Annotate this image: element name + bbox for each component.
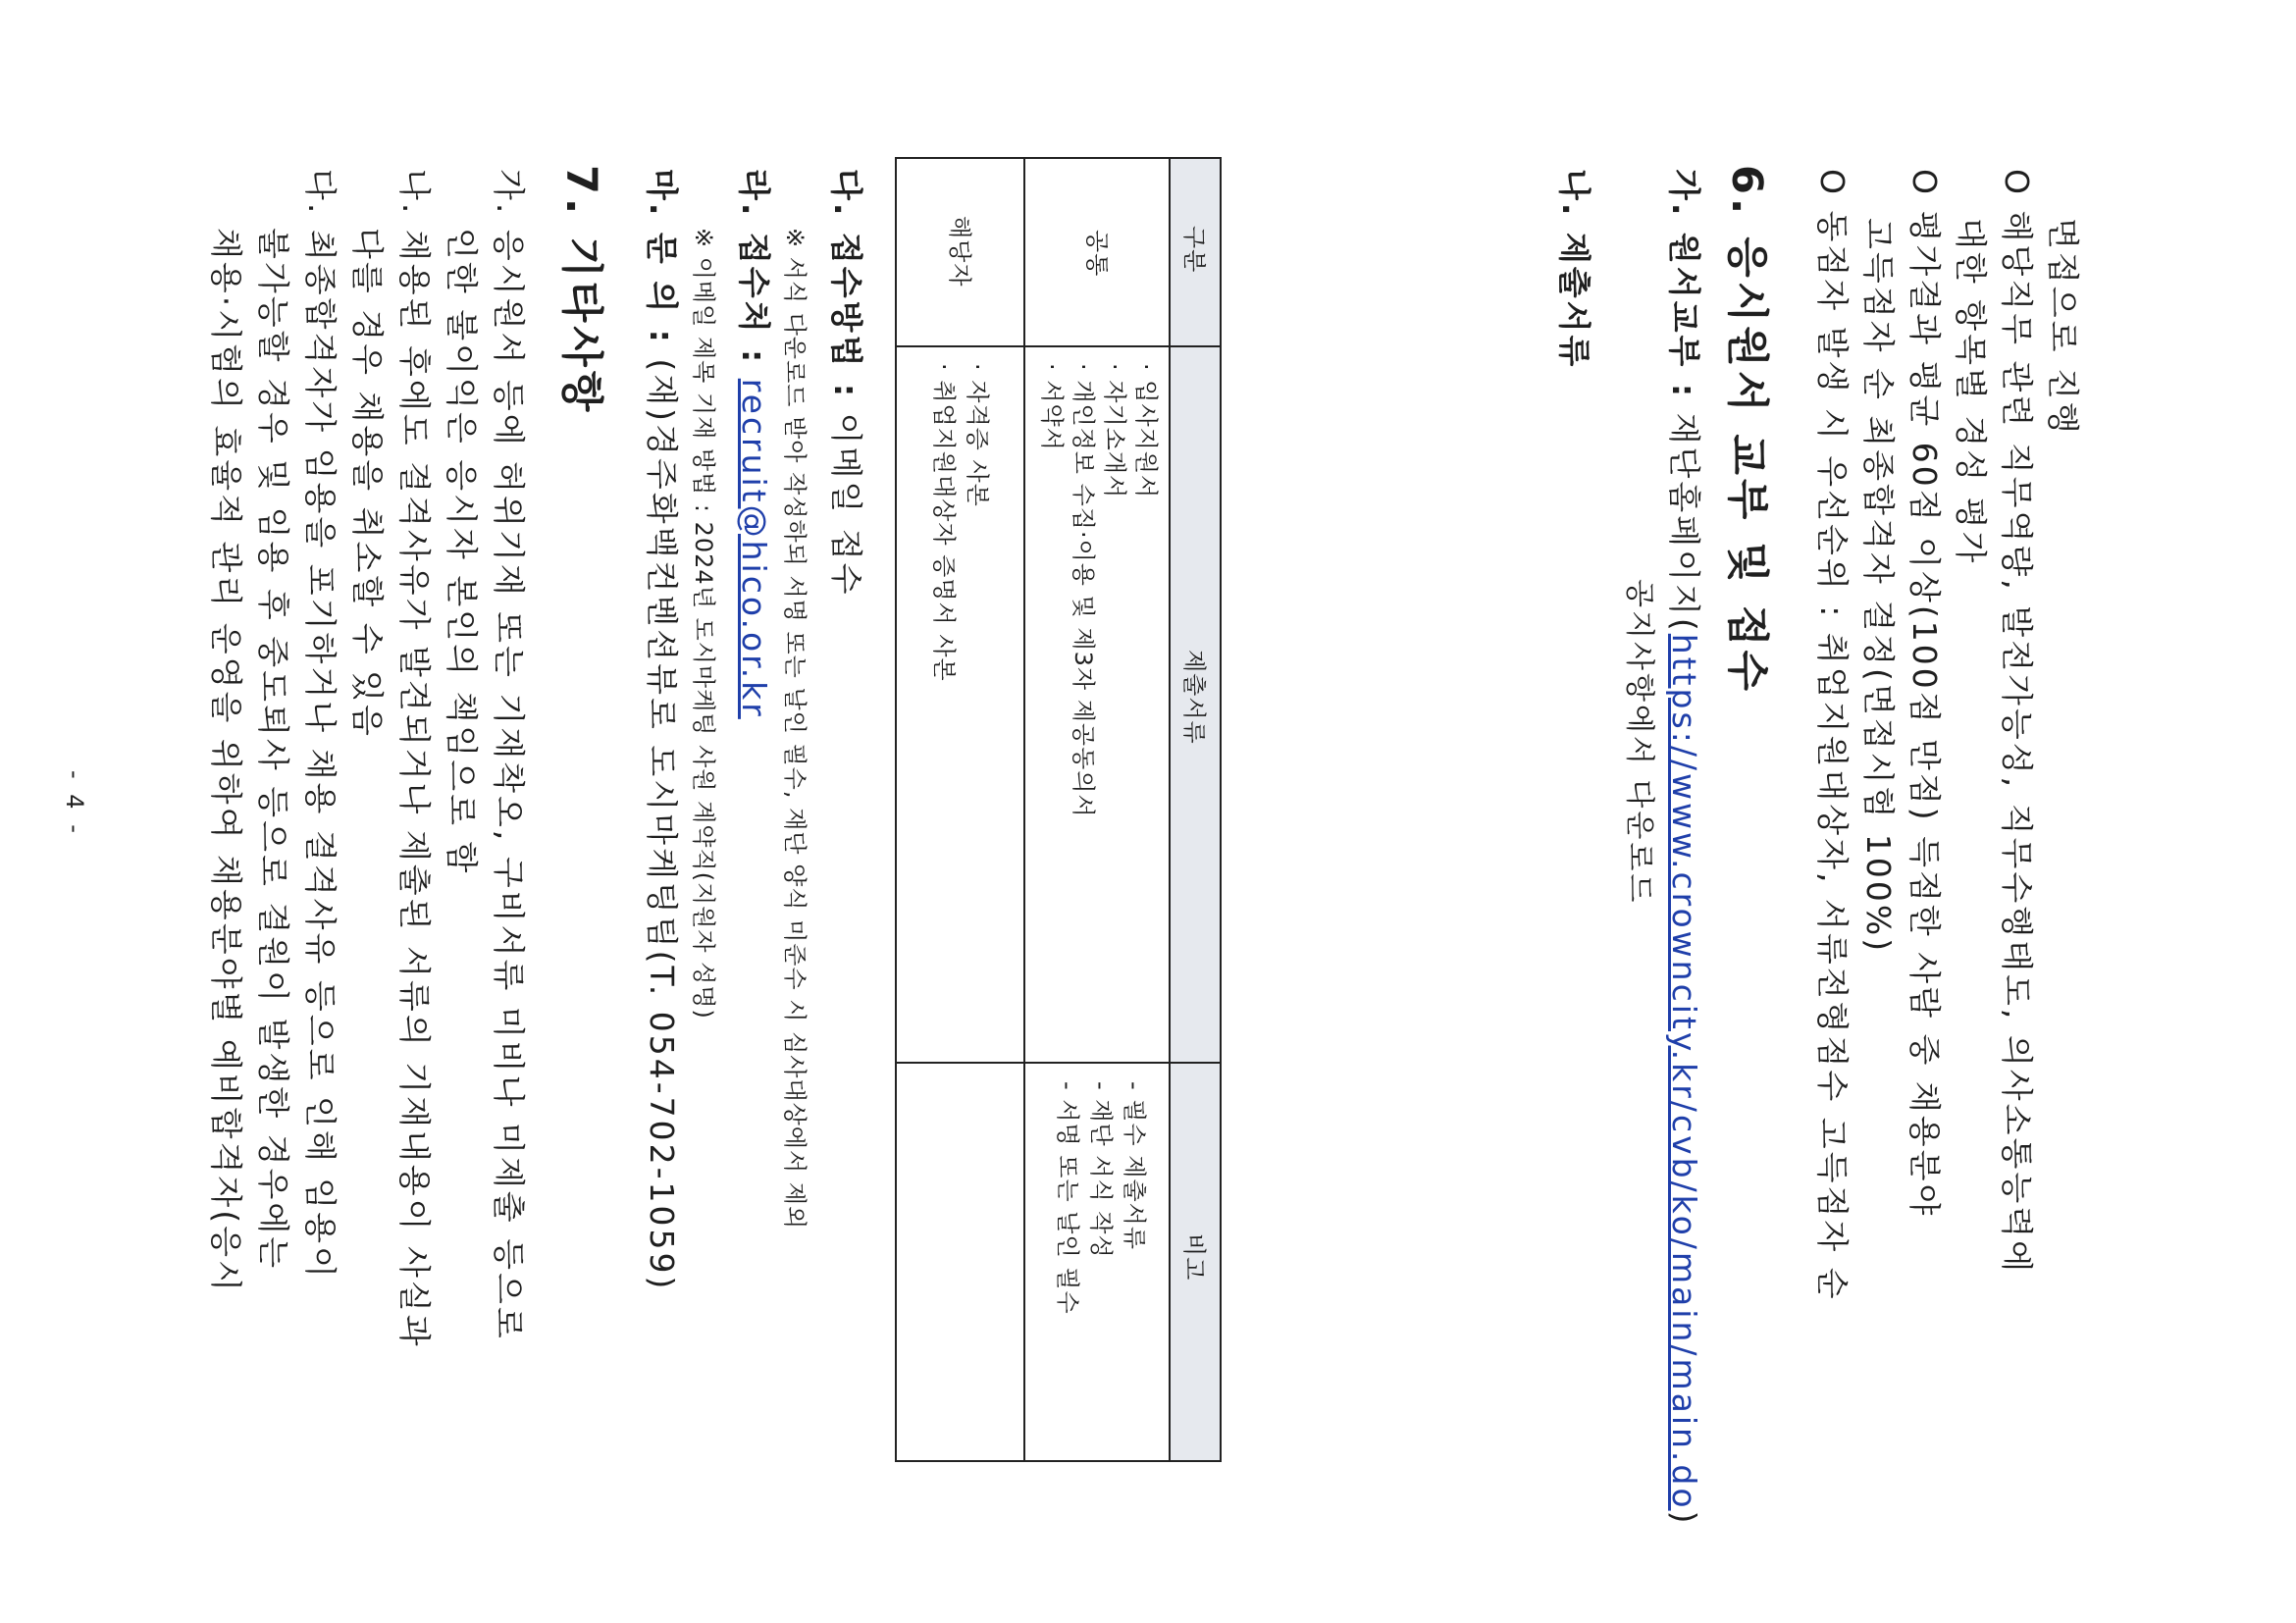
submission-method-line <box>826 169 865 598</box>
submission-method-label: 다. 접수방법 : <box>827 169 865 400</box>
header-documents: 제출서류 <box>1180 650 1208 745</box>
doc-item: · 자기소개서 <box>1101 363 1128 499</box>
remark-item: - 재단 서식 작성 <box>1087 1081 1115 1259</box>
row-category: 공통 <box>1083 230 1111 278</box>
inquiry-value: (재)경주화백컨벤션뷰로 도시마케팅팀(T. 054-702-1059) <box>643 358 681 1292</box>
page-number: - 4 - <box>61 770 88 837</box>
doc-item: · 취업지원대상자 증명서 사본 <box>930 363 958 682</box>
misc-item: 다를 경우 채용을 취소할 수 있음 <box>348 228 387 739</box>
misc-item: 불가능할 경우 및 임용 후 중도퇴사 등으로 결원이 발생한 경우에는 <box>254 228 292 1272</box>
doc-item: · 자격증 사본 <box>964 363 991 507</box>
bullet-line: O 해당직무 관련 직무역량, 발전가능성, 직무수행태도, 의사소통능력에 <box>1998 169 2036 1275</box>
misc-item: 가. 응시원서 등에 허위기재 또는 기재착오, 구비서류 미비나 미제출 등으로 <box>490 169 528 1341</box>
divider <box>897 345 1220 347</box>
inquiry-line <box>642 169 681 1291</box>
doc-item: · 서약서 <box>1038 363 1066 451</box>
misc-item: 나. 채용된 후에도 결격사유가 발견되거나 제출된 서류의 기재내용이 사실과 <box>395 169 434 1349</box>
inquiry-label: 마. 문 의 : <box>643 169 681 345</box>
divider <box>1169 159 1171 1460</box>
application-distribution-label: 가. 원서교부 : <box>1665 169 1703 400</box>
email-subject-note: ※ 이메일 제목 기재 방법 : 2024년 도시마케팅 사원 계약직(지원자 성명) <box>690 228 717 1020</box>
row-category: 해당자 <box>946 216 973 288</box>
header-remarks: 비고 <box>1180 1233 1208 1282</box>
text-line: 면접으로 진행 <box>2044 218 2082 437</box>
recruit-email-link[interactable]: recruit@hico.or.kr <box>735 378 773 719</box>
remark-item: - 서명 또는 날인 필수 <box>1054 1081 1081 1315</box>
section-7-heading: 7. 기타사항 <box>556 165 605 416</box>
documents-table <box>895 157 1222 1462</box>
download-note: 공지사항에서 다운로드 <box>1622 579 1656 906</box>
application-distribution-line <box>1664 169 1703 1526</box>
header-category: 구분 <box>1180 226 1208 274</box>
bullet-line: O 평가결과 평균 60점 이상(100점 만점) 득점한 사람 중 채용분야 <box>1905 169 1944 1219</box>
divider <box>1023 159 1025 1460</box>
homepage-link[interactable]: https://www.crowncity.kr/cvb/ko/main/main.do <box>1665 633 1703 1511</box>
submission-method-value: 이메일 접수 <box>827 412 865 598</box>
misc-item: 채용·시험의 효율적 관리 운영을 위하여 채용분야별 예비합격자(응시 <box>207 228 245 1294</box>
divider <box>897 1062 1220 1064</box>
submission-address-label: 라. 접수처 : <box>735 169 773 366</box>
application-distribution-text: 재단홈페이지( <box>1665 412 1703 634</box>
section-6-heading: 6. 응시원서 교부 및 접수 <box>1722 165 1771 695</box>
doc-item: · 개인정보 수집·이용 및 제3자 제공동의서 <box>1070 363 1097 818</box>
text-line: 고득점자 순 최종합격자 결정(면접시험 100%) <box>1859 218 1898 955</box>
paren-close: ) <box>1665 1510 1703 1527</box>
submission-address-line <box>734 169 773 719</box>
text-line: 대한 항목별 경성 평가 <box>1952 218 1990 566</box>
submission-note: ※ 서식 다운로드 받아 작성하되 서명 또는 날인 필수, 재단 양식 미준수 시 심사대상에서 제외 <box>781 228 809 1230</box>
bullet-line: O 동점자 발생 시 우선순위 : 취업지원대상자, 서류전형점수 고득점자 순 <box>1813 169 1852 1302</box>
remark-item: - 필수 제출서류 <box>1121 1081 1148 1251</box>
misc-item: 다. 최종합격자가 임용을 포기하거나 채용 결격사유 등으로 인해 임용이 <box>301 169 339 1281</box>
misc-item: 인한 불이익은 응시자 본인의 책임으로 함 <box>443 228 481 876</box>
documents-subheading: 나. 제출서류 <box>1555 169 1593 370</box>
doc-item: · 입사지원서 <box>1132 363 1160 499</box>
